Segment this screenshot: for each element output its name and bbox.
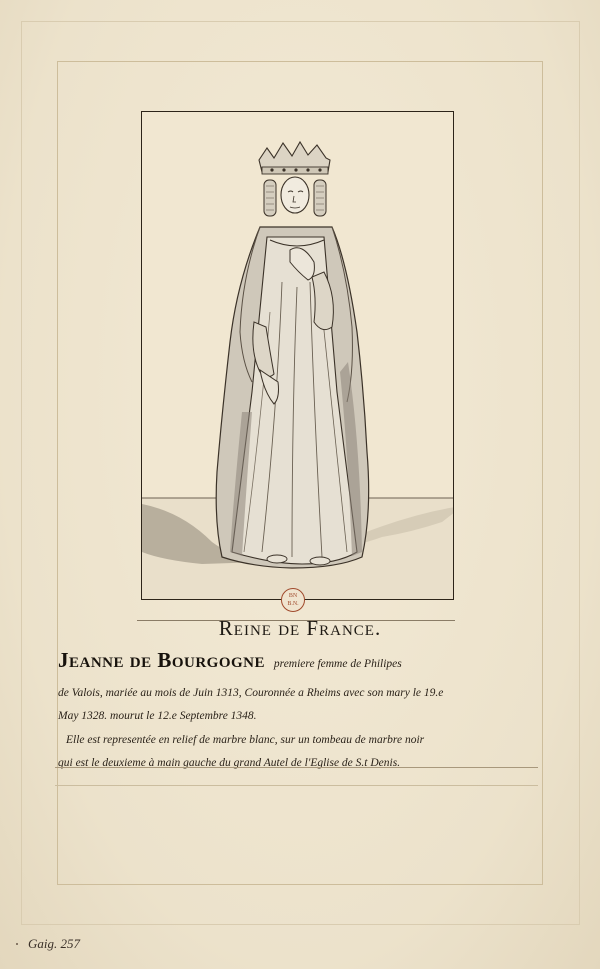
stamp-line-2: B.N. [287,601,299,607]
library-stamp [281,588,305,612]
caption-line-4: Elle est representée en relief de marbre blanc, sur un tombeau de marbre noir [66,734,425,746]
caption-line-5: qui est le deuxieme à main gauche du grand Autel de l'Eglise de S.t Denis. [58,757,401,769]
caption-rule-faint [55,785,538,786]
caption-line-1: premiere femme de Philipes [273,658,402,670]
caption-rule [55,767,538,768]
plate-title: Reine de France. [218,616,382,640]
caption-line-3: May 1328. mourut le 12.e Septembre 1348. [58,710,257,722]
stamp-line-1: BN [288,593,298,599]
portrait-frame [141,111,454,600]
pencil-mark [16,943,18,945]
queen-figure-illustration [142,112,454,600]
sitter-name: Jeanne de Bourgogne [58,648,266,672]
caption-line-2: de Valois, mariée au mois de Juin 1313, Couronnée a Rheims avec son mary le 19.e [58,687,444,699]
shelfmark-annotation: Gaig. 257 [28,936,80,951]
